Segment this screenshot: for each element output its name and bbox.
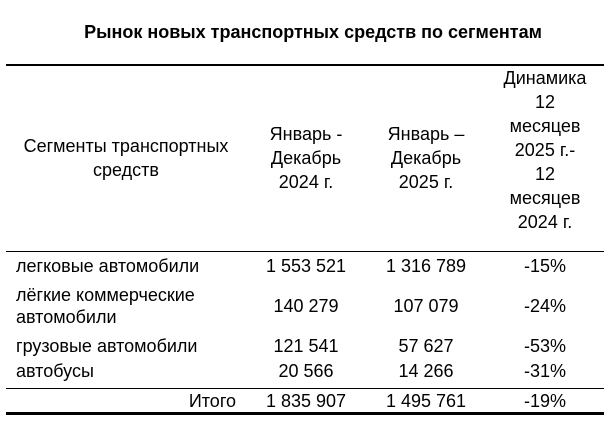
cell-2025: 1 316 789: [385, 256, 467, 276]
table-title: Рынок новых транспортных средств по сегментам: [84, 22, 542, 42]
cell-2024: 140 279: [273, 296, 339, 316]
cell-2024: 1 553 521: [265, 256, 347, 276]
header-segment: Сегменты транспортных средств: [23, 136, 229, 180]
cell-segment: легковые автомобили: [16, 256, 200, 276]
cell-dynamics: -31%: [523, 361, 567, 381]
cell-dynamics: -53%: [523, 336, 567, 356]
cell-2025: 57 627: [398, 336, 454, 356]
cell-dynamics: -15%: [523, 256, 567, 276]
cell-segment: грузовые автомобили: [16, 336, 198, 356]
cell-segment: автобусы: [16, 361, 94, 381]
cell-2025: 107 079: [393, 296, 459, 316]
total-label: Итого: [188, 391, 236, 411]
header-dynamics: Динамика 12 месяцев 2025 г.- 12 месяцев 2024 г.: [503, 68, 587, 232]
total-rule: [6, 388, 604, 389]
cell-2024: 20 566: [278, 361, 334, 381]
cell-2025: 14 266: [398, 361, 454, 381]
total-dynamics: -19%: [523, 391, 567, 411]
header-period-2024: Январь - Декабрь 2024 г.: [269, 124, 343, 192]
cell-2024: 121 541: [273, 336, 339, 356]
total-2025: 1 495 761: [385, 391, 467, 411]
total-2024: 1 835 907: [265, 391, 347, 411]
table-bottom-rule: [6, 412, 604, 415]
header-period-2025: Январь – Декабрь 2025 г.: [387, 124, 465, 192]
cell-dynamics: -24%: [523, 296, 567, 316]
header-rule: [6, 251, 604, 252]
cell-segment: лёгкие коммерческие автомобили: [16, 285, 195, 327]
